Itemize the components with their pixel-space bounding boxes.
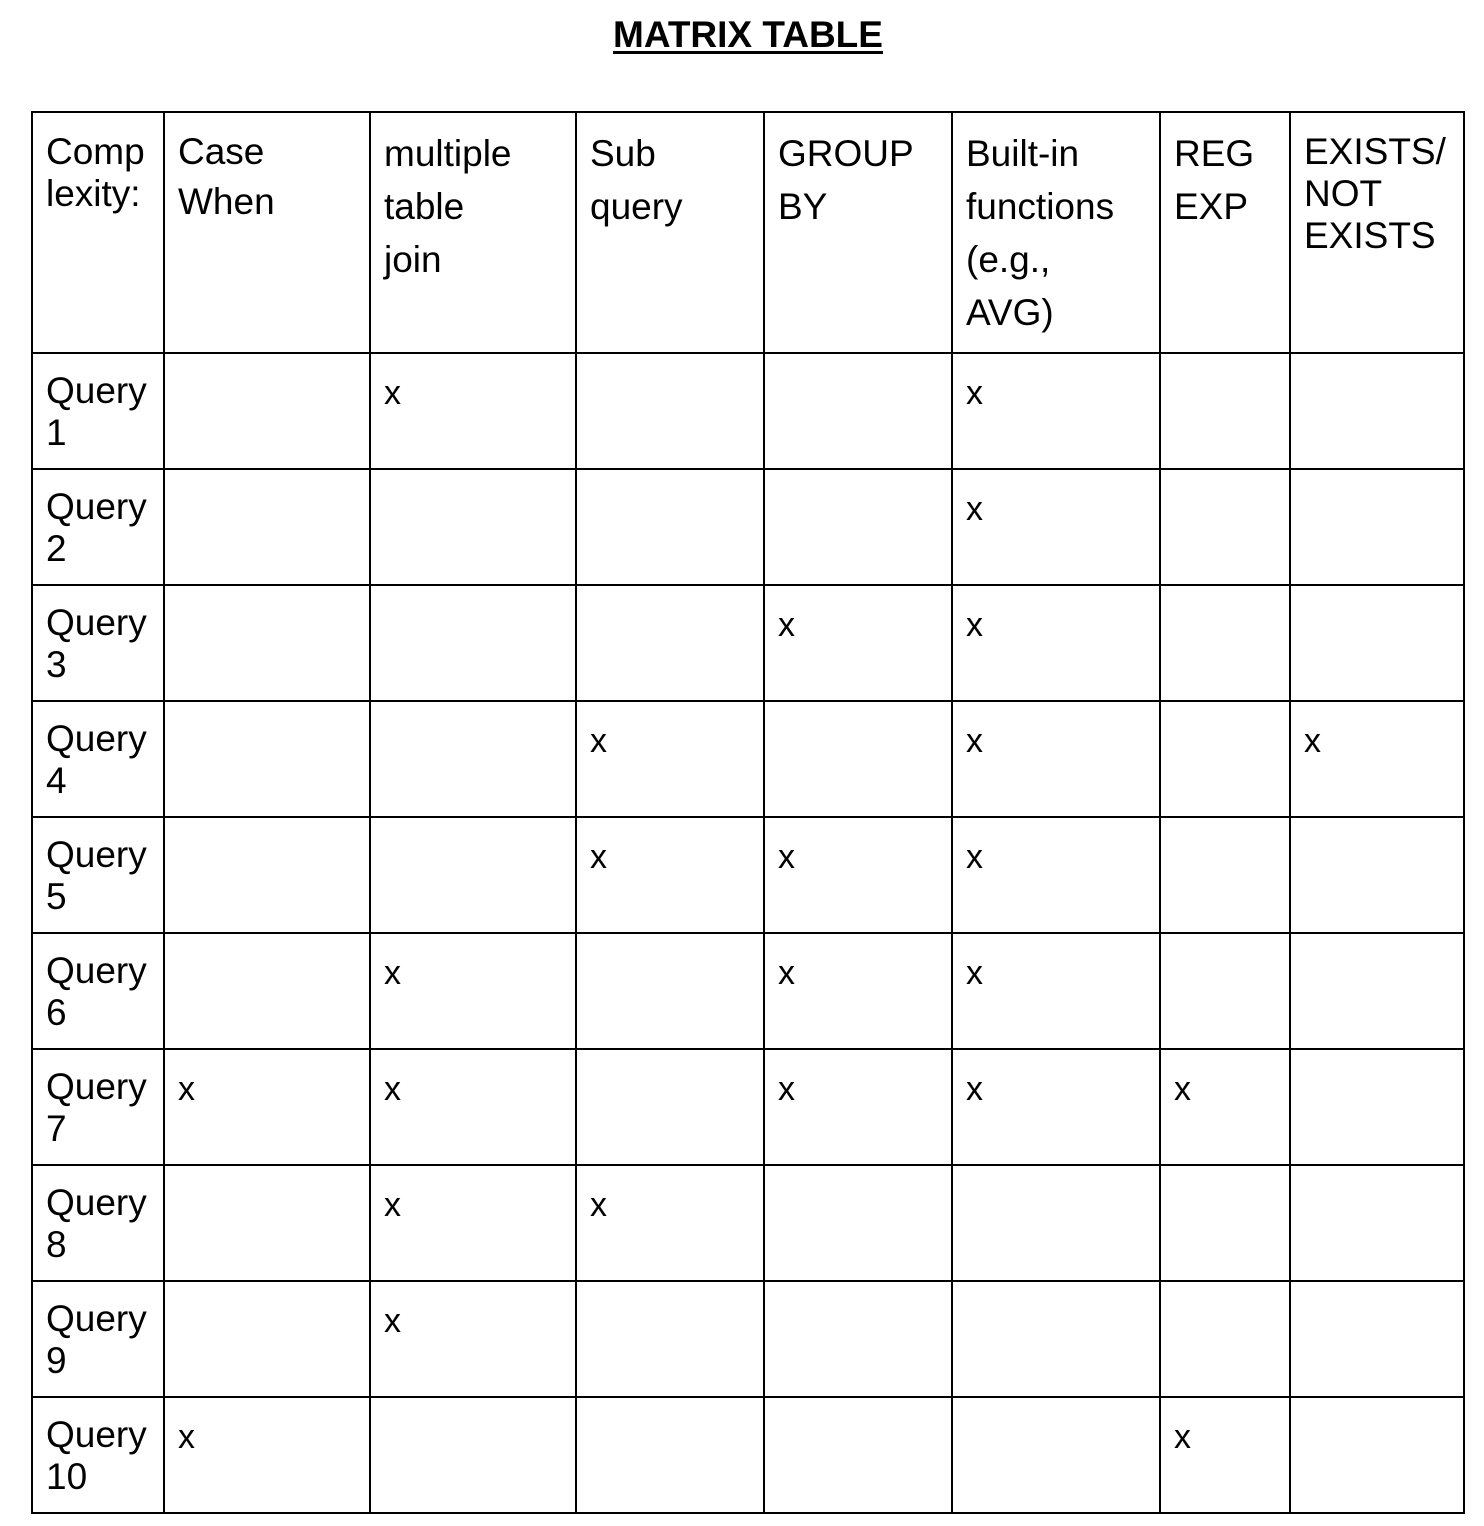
check-mark: x	[1174, 1070, 1191, 1108]
matrix-cell	[576, 701, 764, 817]
matrix-cell	[370, 701, 576, 817]
header-built-in-line: Built-in	[966, 133, 1080, 174]
matrix-cell	[952, 817, 1160, 933]
matrix-cell	[576, 933, 764, 1049]
row-label-cell	[32, 585, 164, 701]
check-mark	[1161, 818, 1289, 836]
row-label-line: Query	[46, 602, 147, 643]
row-label-line: Query	[46, 486, 147, 527]
matrix-cell	[1290, 817, 1464, 933]
check-mark: x	[590, 838, 607, 876]
matrix-cell	[1290, 1397, 1464, 1513]
check-mark	[1291, 586, 1463, 604]
table-row	[32, 585, 1464, 701]
header-cell-multiple-table-join	[370, 112, 576, 353]
check-mark: x	[178, 1418, 195, 1456]
matrix-cell	[370, 469, 576, 585]
header-group-by-line: BY	[778, 186, 828, 227]
check-mark: x	[966, 374, 983, 412]
header-exists-line: EXISTS/	[1304, 131, 1446, 172]
table-row	[32, 1397, 1464, 1513]
row-label-line: 3	[46, 644, 67, 685]
row-label-line: 9	[46, 1340, 67, 1381]
check-mark	[577, 1282, 763, 1300]
check-mark	[577, 470, 763, 488]
check-mark	[577, 1050, 763, 1068]
table-row	[32, 1165, 1464, 1281]
table-row	[32, 933, 1464, 1049]
header-reg-exp-line: REG	[1174, 133, 1255, 174]
row-label-line: 7	[46, 1108, 67, 1149]
check-mark	[1161, 1282, 1289, 1300]
header-cell-sub-query	[576, 112, 764, 353]
matrix-cell	[1160, 1049, 1290, 1165]
row-label-cell	[32, 817, 164, 933]
check-mark: x	[178, 1070, 195, 1108]
check-mark	[1161, 470, 1289, 488]
check-mark: x	[384, 954, 401, 992]
matrix-cell	[1160, 469, 1290, 585]
check-mark: x	[590, 1186, 607, 1224]
matrix-cell	[764, 1165, 952, 1281]
check-mark	[1291, 354, 1463, 372]
matrix-cell	[576, 1397, 764, 1513]
check-mark: x	[778, 838, 795, 876]
matrix-cell	[1160, 701, 1290, 817]
matrix-cell	[1160, 585, 1290, 701]
check-mark	[371, 470, 575, 488]
row-label-line: Query	[46, 1298, 147, 1339]
check-mark	[1291, 470, 1463, 488]
row-label-cell	[32, 1397, 164, 1513]
matrix-cell	[164, 933, 370, 1049]
check-mark	[1161, 702, 1289, 720]
check-mark	[165, 1166, 369, 1184]
header-group-by-line: GROUP	[778, 133, 914, 174]
check-mark: x	[778, 954, 795, 992]
matrix-cell	[952, 1049, 1160, 1165]
header-multiple-table-join-line: multiple	[384, 133, 512, 174]
row-label-line: Query	[46, 950, 147, 991]
check-mark: x	[966, 490, 983, 528]
matrix-cell	[952, 353, 1160, 469]
check-mark: x	[590, 722, 607, 760]
matrix-cell	[1160, 817, 1290, 933]
check-mark	[165, 818, 369, 836]
matrix-cell	[1160, 1281, 1290, 1397]
row-label-line: 1	[46, 412, 67, 453]
row-label-cell	[32, 1165, 164, 1281]
check-mark	[1291, 1166, 1463, 1184]
header-built-in-line: AVG)	[966, 292, 1054, 333]
row-label-line: 6	[46, 992, 67, 1033]
row-label-cell	[32, 1049, 164, 1165]
row-label-cell	[32, 933, 164, 1049]
header-complexity-line: Comp	[46, 131, 145, 172]
header-cell-reg-exp	[1160, 112, 1290, 353]
row-label-cell	[32, 469, 164, 585]
check-mark	[165, 1282, 369, 1300]
matrix-cell	[1290, 353, 1464, 469]
check-mark	[577, 354, 763, 372]
check-mark: x	[778, 1070, 795, 1108]
row-label-cell	[32, 353, 164, 469]
check-mark	[577, 1398, 763, 1416]
header-multiple-table-join-line: table	[384, 186, 465, 227]
matrix-cell	[370, 1397, 576, 1513]
matrix-cell	[952, 1281, 1160, 1397]
matrix-cell	[764, 353, 952, 469]
matrix-cell	[764, 1049, 952, 1165]
matrix-cell	[370, 1049, 576, 1165]
matrix-cell	[370, 1281, 576, 1397]
check-mark	[577, 934, 763, 952]
row-label-cell	[32, 701, 164, 817]
table-row	[32, 469, 1464, 585]
check-mark	[165, 702, 369, 720]
table-row	[32, 1049, 1464, 1165]
row-label-line: 4	[46, 760, 67, 801]
check-mark	[953, 1166, 1159, 1184]
check-mark	[765, 470, 951, 488]
matrix-cell	[952, 469, 1160, 585]
matrix-cell	[370, 933, 576, 1049]
check-mark: x	[1304, 722, 1321, 760]
check-mark	[765, 1282, 951, 1300]
check-mark	[1291, 1398, 1463, 1416]
matrix-cell	[764, 1281, 952, 1397]
header-exists-line: EXISTS	[1304, 215, 1436, 256]
matrix-cell	[164, 1165, 370, 1281]
matrix-cell	[164, 1281, 370, 1397]
check-mark	[1161, 586, 1289, 604]
matrix-cell	[164, 817, 370, 933]
matrix-cell	[164, 353, 370, 469]
row-label-line: Query	[46, 1066, 147, 1107]
check-mark	[371, 1398, 575, 1416]
check-mark: x	[1174, 1418, 1191, 1456]
header-reg-exp-line: EXP	[1174, 186, 1249, 227]
matrix-cell	[764, 1397, 952, 1513]
matrix-cell	[370, 817, 576, 933]
row-label-line: Query	[46, 1182, 147, 1223]
table-row	[32, 817, 1464, 933]
matrix-cell	[164, 469, 370, 585]
matrix-cell	[370, 353, 576, 469]
matrix-cell	[952, 1397, 1160, 1513]
matrix-cell	[952, 1165, 1160, 1281]
matrix-cell	[164, 585, 370, 701]
matrix-cell	[164, 1397, 370, 1513]
row-label-line: 8	[46, 1224, 67, 1265]
check-mark	[953, 1282, 1159, 1300]
row-label-line: Query	[46, 834, 147, 875]
table-row	[32, 1281, 1464, 1397]
check-mark	[165, 354, 369, 372]
matrix-cell	[1290, 1281, 1464, 1397]
check-mark	[371, 818, 575, 836]
header-cell-exists	[1290, 112, 1464, 353]
check-mark	[1291, 1050, 1463, 1068]
header-cell-complexity	[32, 112, 164, 353]
row-label-line: 2	[46, 528, 67, 569]
check-mark	[1161, 354, 1289, 372]
check-mark	[765, 354, 951, 372]
matrix-cell	[1160, 1397, 1290, 1513]
header-exists-line: NOT	[1304, 173, 1383, 214]
page-title: MATRIX TABLE	[613, 14, 883, 55]
matrix-cell	[764, 701, 952, 817]
matrix-cell	[1290, 469, 1464, 585]
matrix-cell	[164, 701, 370, 817]
matrix-cell	[576, 817, 764, 933]
check-mark	[371, 586, 575, 604]
header-cell-case-when	[164, 112, 370, 353]
check-mark	[765, 1398, 951, 1416]
row-label-line: 10	[46, 1456, 88, 1497]
check-mark: x	[384, 1302, 401, 1340]
table-row	[32, 353, 1464, 469]
matrix-cell	[370, 1165, 576, 1281]
matrix-cell	[370, 585, 576, 701]
row-label-line: Query	[46, 370, 147, 411]
matrix-cell	[1160, 353, 1290, 469]
check-mark	[1291, 818, 1463, 836]
matrix-cell	[952, 933, 1160, 1049]
matrix-cell	[1160, 1165, 1290, 1281]
check-mark	[1161, 1166, 1289, 1184]
check-mark: x	[384, 1186, 401, 1224]
matrix-cell	[952, 701, 1160, 817]
matrix-cell	[576, 353, 764, 469]
check-mark	[1291, 934, 1463, 952]
header-cell-built-in-functions	[952, 112, 1160, 353]
check-mark	[953, 1398, 1159, 1416]
matrix-cell	[764, 585, 952, 701]
header-cell-group-by	[764, 112, 952, 353]
check-mark: x	[966, 722, 983, 760]
check-mark	[765, 702, 951, 720]
matrix-cell	[164, 1049, 370, 1165]
matrix-cell	[1290, 1049, 1464, 1165]
check-mark: x	[966, 606, 983, 644]
matrix-cell	[576, 1281, 764, 1397]
check-mark	[165, 586, 369, 604]
check-mark: x	[966, 1070, 983, 1108]
header-row	[32, 112, 1464, 353]
matrix-cell	[576, 585, 764, 701]
matrix-cell	[764, 469, 952, 585]
check-mark: x	[778, 606, 795, 644]
check-mark: x	[966, 954, 983, 992]
check-mark	[165, 934, 369, 952]
check-mark: x	[966, 838, 983, 876]
matrix-cell	[576, 1165, 764, 1281]
matrix-cell	[576, 1049, 764, 1165]
check-mark	[371, 702, 575, 720]
row-label-line: 5	[46, 876, 67, 917]
check-mark	[165, 470, 369, 488]
check-mark	[1291, 1282, 1463, 1300]
matrix-cell	[952, 585, 1160, 701]
header-multiple-table-join-line: join	[384, 239, 442, 280]
matrix-cell	[1160, 933, 1290, 1049]
header-case-when-line: Case	[178, 131, 265, 172]
check-mark: x	[384, 374, 401, 412]
matrix-cell	[764, 933, 952, 1049]
header-sub-query-line: query	[590, 186, 683, 227]
matrix-cell	[576, 469, 764, 585]
matrix-table	[31, 111, 1465, 1514]
row-label-line: Query	[46, 718, 147, 759]
table-row	[32, 701, 1464, 817]
header-sub-query-line: Sub	[590, 133, 656, 174]
header-complexity-line: lexity:	[46, 173, 141, 214]
header-case-when-line: When	[178, 181, 275, 222]
row-label-cell	[32, 1281, 164, 1397]
matrix-cell	[1290, 933, 1464, 1049]
check-mark	[1161, 934, 1289, 952]
check-mark	[577, 586, 763, 604]
matrix-cell	[764, 817, 952, 933]
matrix-cell	[1290, 701, 1464, 817]
check-mark: x	[384, 1070, 401, 1108]
header-built-in-line: functions	[966, 186, 1115, 227]
matrix-cell	[1290, 585, 1464, 701]
header-built-in-line: (e.g.,	[966, 239, 1051, 280]
matrix-cell	[1290, 1165, 1464, 1281]
check-mark	[765, 1166, 951, 1184]
row-label-line: Query	[46, 1414, 147, 1455]
